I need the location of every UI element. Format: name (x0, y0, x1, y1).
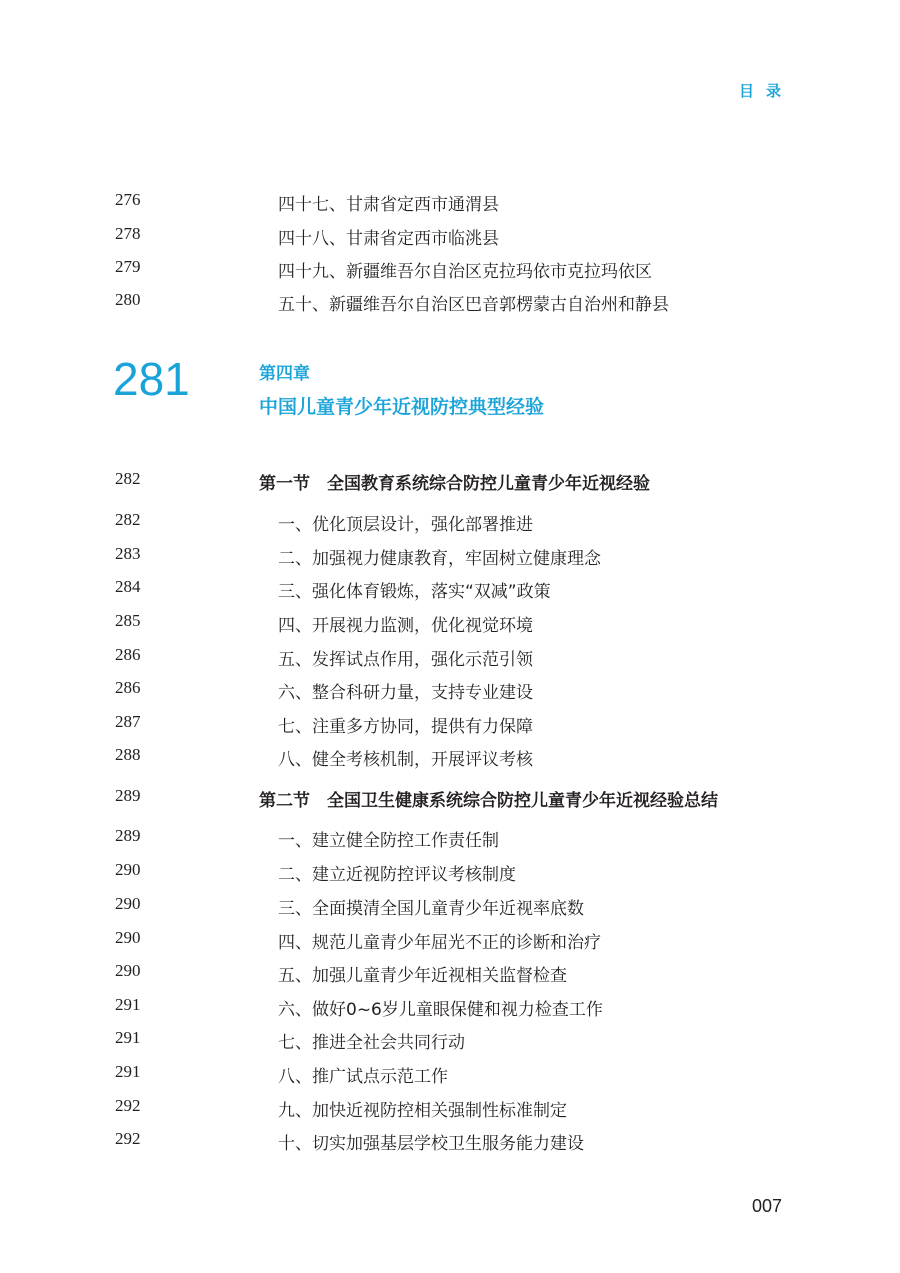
page-header-title: 目录 (739, 82, 794, 100)
chapter-title[interactable]: 中国儿童青少年近视防控典型经验 (259, 396, 545, 418)
toc-page-number: 288 (115, 745, 141, 764)
toc-entry[interactable] (0, 712, 900, 742)
toc-page-number: 290 (115, 961, 141, 980)
toc-entry[interactable] (0, 860, 900, 890)
toc-entry[interactable] (0, 611, 900, 641)
toc-page-number: 283 (115, 544, 141, 563)
toc-entry[interactable] (0, 544, 900, 574)
toc-entry-title: 五、加强儿童青少年近视相关监督检查 (278, 966, 567, 986)
toc-page-number: 292 (115, 1096, 141, 1115)
toc-page-number: 278 (115, 224, 141, 243)
toc-entry[interactable] (0, 1062, 900, 1092)
toc-entry-title: 五、发挥试点作用，强化示范引领 (278, 650, 533, 670)
toc-entry-title: 十、切实加强基层学校卫生服务能力建设 (278, 1134, 584, 1154)
toc-entry-title: 五十、新疆维吾尔自治区巴音郭楞蒙古自治州和静县 (278, 295, 669, 315)
toc-entry[interactable] (0, 190, 900, 220)
toc-section-title: 第一节 全国教育系统综合防控儿童青少年近视经验 (259, 474, 650, 494)
toc-entry[interactable] (0, 995, 900, 1025)
toc-entry[interactable] (0, 1028, 900, 1058)
toc-page-number: 282 (115, 469, 141, 488)
chapter-page-number: 281 (113, 353, 190, 405)
toc-page-number: 290 (115, 860, 141, 879)
toc-page-number: 290 (115, 928, 141, 947)
toc-section-heading[interactable] (0, 469, 900, 499)
toc-entry[interactable] (0, 1096, 900, 1126)
toc-page-number: 280 (115, 290, 141, 309)
toc-entry-title: 四十八、甘肃省定西市临洮县 (278, 229, 499, 249)
toc-entry[interactable] (0, 1129, 900, 1159)
toc-page-number: 291 (115, 1028, 141, 1047)
toc-page-number: 287 (115, 712, 141, 731)
toc-entry-title: 九、加快近视防控相关强制性标准制定 (278, 1101, 567, 1121)
toc-entry[interactable] (0, 645, 900, 675)
toc-section-title: 第二节 全国卫生健康系统综合防控儿童青少年近视经验总结 (259, 791, 718, 811)
toc-entry-title: 一、优化顶层设计，强化部署推进 (278, 515, 533, 535)
toc-entry[interactable] (0, 745, 900, 775)
toc-entry[interactable] (0, 577, 900, 607)
toc-entry-title: 三、全面摸清全国儿童青少年近视率底数 (278, 899, 584, 919)
toc-entry-title: 八、推广试点示范工作 (278, 1067, 448, 1087)
toc-entry[interactable] (0, 224, 900, 254)
toc-entry-title: 七、注重多方协同，提供有力保障 (278, 717, 533, 737)
toc-entry[interactable] (0, 678, 900, 708)
toc-entry-title: 二、建立近视防控评议考核制度 (278, 865, 516, 885)
toc-page-number: 285 (115, 611, 141, 630)
toc-entry[interactable] (0, 510, 900, 540)
toc-page-number: 291 (115, 995, 141, 1014)
toc-entry-title: 四十七、甘肃省定西市通渭县 (278, 195, 499, 215)
toc-entry-title: 六、做好0~6岁儿童眼保健和视力检查工作 (278, 1000, 603, 1020)
toc-entry-title: 八、健全考核机制，开展评议考核 (278, 750, 533, 770)
toc-entry-title: 二、加强视力健康教育，牢固树立健康理念 (278, 549, 601, 569)
toc-entry-title: 七、推进全社会共同行动 (278, 1033, 465, 1053)
chapter-label[interactable]: 第四章 (259, 364, 310, 384)
toc-entry-title: 四十九、新疆维吾尔自治区克拉玛依市克拉玛依区 (278, 262, 652, 282)
toc-entry[interactable] (0, 928, 900, 958)
toc-entry[interactable] (0, 894, 900, 924)
toc-page-number: 282 (115, 510, 141, 529)
toc-page-number: 286 (115, 645, 141, 664)
toc-entry-title: 四、开展视力监测，优化视觉环境 (278, 616, 533, 636)
toc-page-number: 284 (115, 577, 141, 596)
toc-entry[interactable] (0, 961, 900, 991)
toc-page-number: 289 (115, 826, 141, 845)
toc-entry[interactable] (0, 257, 900, 287)
toc-section-heading[interactable] (0, 786, 900, 816)
toc-page-number: 279 (115, 257, 141, 276)
toc-entry-title: 三、强化体育锻炼，落实“双减”政策 (278, 582, 551, 602)
toc-page-number: 292 (115, 1129, 141, 1148)
toc-page-number: 291 (115, 1062, 141, 1081)
toc-entry[interactable] (0, 826, 900, 856)
toc-entry-title: 四、规范儿童青少年屈光不正的诊断和治疗 (278, 933, 601, 953)
page-number: 007 (752, 1196, 783, 1216)
toc-page-number: 289 (115, 786, 141, 805)
toc-entry-title: 六、整合科研力量，支持专业建设 (278, 683, 533, 703)
toc-entry[interactable] (0, 290, 900, 320)
toc-page-number: 286 (115, 678, 141, 697)
toc-entry-title: 一、建立健全防控工作责任制 (278, 831, 499, 851)
toc-page-number: 276 (115, 190, 141, 209)
toc-page-number: 290 (115, 894, 141, 913)
